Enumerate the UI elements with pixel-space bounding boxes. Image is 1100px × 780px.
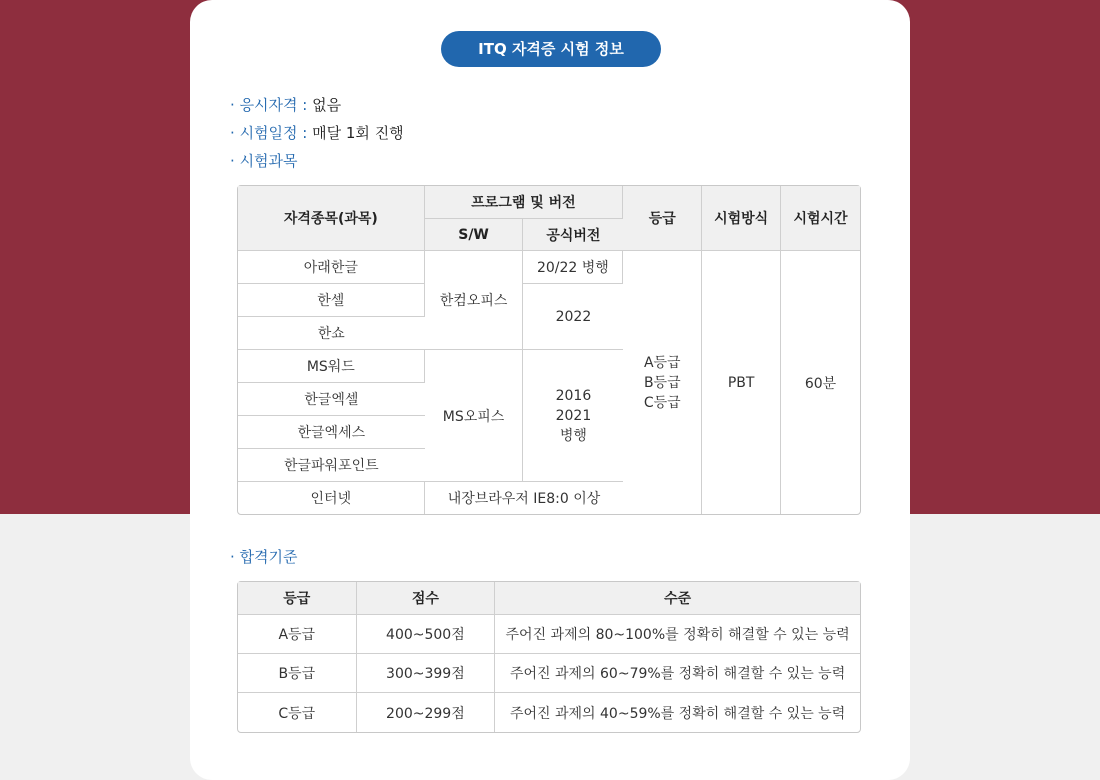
bullet: ·	[230, 124, 235, 142]
header-method: 시험방식	[702, 186, 781, 251]
bullet: ·	[230, 152, 235, 170]
table-row	[238, 615, 860, 654]
subject-cell: 한셀	[238, 284, 425, 317]
subject-cell: 한글엑셀	[238, 383, 425, 416]
header-grade: 등급	[238, 582, 357, 615]
bullet: ·	[230, 96, 235, 114]
subject-cell: MS워드	[238, 350, 425, 383]
grade-cell: A등급	[238, 615, 357, 654]
subject-cell: 아래한글	[238, 251, 425, 284]
bullet: ·	[230, 548, 235, 566]
subject-cell: 한글파워포인트	[238, 449, 425, 482]
header-level: 수준	[495, 582, 860, 615]
level-cell: 주어진 과제의 80~100%를 정확히 해결할 수 있는 능력	[495, 615, 860, 654]
schedule-label: 시험일정 :	[239, 124, 308, 142]
schedule-value: 매달 1회 진행	[312, 124, 404, 142]
version-item: 2016	[555, 387, 592, 404]
pass-criteria-table	[237, 581, 861, 733]
grades-cell	[623, 251, 702, 514]
info-card	[190, 0, 910, 780]
header-version: 공식버전	[523, 219, 623, 251]
score-cell: 400~500점	[357, 615, 496, 654]
grade-item: B등급	[643, 374, 681, 391]
header-grade: 등급	[623, 186, 702, 251]
table-row	[238, 654, 860, 693]
internet-program-cell: 내장브라우저 IE8:0 이상	[447, 491, 601, 507]
qualification-value: 없음	[312, 96, 342, 114]
schedule-line	[230, 123, 404, 143]
pass-heading	[230, 547, 298, 567]
exam-subjects-table	[237, 185, 861, 515]
subjects-heading	[230, 151, 298, 171]
sw-cell: 한컴오피스	[425, 251, 524, 350]
score-cell: 200~299점	[357, 693, 496, 732]
subject-cell: 한글엑세스	[238, 416, 425, 449]
qualification-label: 응시자격 :	[239, 96, 308, 114]
sw-cell: MS오피스	[425, 350, 524, 482]
subjects-label: 시험과목	[239, 152, 298, 170]
score-cell: 300~399점	[357, 654, 496, 693]
grade-cell: B등급	[238, 654, 357, 693]
version-cell: 2022	[523, 284, 623, 350]
header-sw: S/W	[425, 219, 524, 251]
subject-cell: 한쇼	[238, 317, 425, 350]
grade-item: C등급	[643, 394, 681, 411]
version-cell: 20/22 병행	[523, 251, 623, 284]
page-title: ITQ 자격증 시험 정보	[441, 31, 661, 67]
version-item: 병행	[559, 427, 587, 444]
header-program: 프로그램 및 버전	[425, 186, 624, 219]
version-item: 2021	[555, 407, 592, 424]
level-cell: 주어진 과제의 60~79%를 정확히 해결할 수 있는 능력	[495, 654, 860, 693]
header-subject: 자격종목(과목)	[238, 186, 425, 251]
table-row	[238, 693, 860, 732]
method-cell: PBT	[702, 251, 781, 514]
grade-cell: C등급	[238, 693, 357, 732]
grade-item: A등급	[643, 354, 681, 371]
level-cell: 주어진 과제의 40~59%를 정확히 해결할 수 있는 능력	[509, 705, 846, 722]
pass-label: 합격기준	[239, 548, 298, 566]
subject-cell: 인터넷	[238, 482, 425, 514]
header-score: 점수	[357, 582, 496, 615]
version-cell	[523, 350, 623, 482]
header-time: 시험시간	[781, 186, 860, 251]
qualification-line	[230, 95, 341, 115]
time-cell: 60분	[804, 375, 837, 392]
